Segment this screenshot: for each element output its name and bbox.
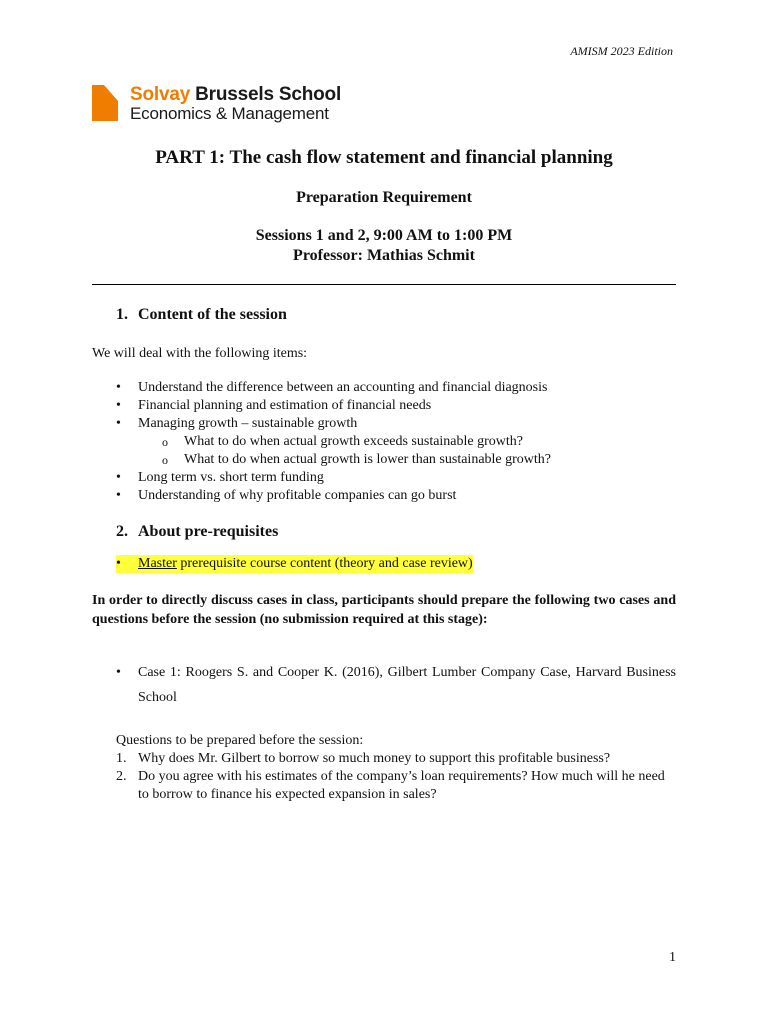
professor-name: Professor: Mathias Schmit (293, 247, 475, 264)
growth-sublist (138, 433, 551, 469)
list-item-text: Managing growth – sustainable growth (138, 416, 358, 431)
list-item: • Understand the difference between an accounting and financial diagnosis (116, 379, 551, 397)
header-divider (92, 284, 676, 285)
question-item (116, 768, 676, 804)
question-item (116, 750, 676, 768)
question-number: 1. (116, 751, 127, 766)
section-1-intro: We will deal with the following items: (92, 346, 308, 361)
list-item: • Long term vs. short term funding (116, 469, 551, 487)
section-1-number: 1. (116, 306, 128, 323)
list-item: • Financial planning and estimation of financial needs (116, 397, 551, 415)
case-1-item: • Case 1: Roogers S. and Cooper K. (2016), Gilbert Lumber Company Case, Harvard Business School (116, 660, 676, 710)
prereq-list (116, 555, 473, 573)
logo-word-brussels-school: Brussels School (195, 84, 342, 105)
prereq-master-word: Master (138, 556, 177, 571)
prereq-item-highlighted (116, 555, 473, 573)
list-item: • Understanding of why profitable companies can go burst (116, 487, 551, 505)
sub-list-item: o What to do when actual growth exceeds sustainable growth? (162, 433, 551, 451)
sessions-time: Sessions 1 and 2, 9:00 AM to 1:00 PM (255, 227, 513, 244)
prereq-item-text: prerequisite course content (theory and case review) (176, 556, 473, 571)
logo-subline: Economics & Management (130, 104, 329, 123)
question-text: Why does Mr. Gilbert to borrow so much money to support this profitable business? (138, 751, 611, 766)
logo-word-solvay: Solvay (130, 84, 191, 105)
page-subtitle: Preparation Requirement (296, 189, 472, 206)
section-1-title: Content of the session (138, 306, 287, 323)
questions-list (116, 750, 676, 804)
page-title: PART 1: The cash flow statement and financial planning (155, 147, 613, 168)
section-2-number: 2. (116, 523, 128, 540)
questions-heading: Questions to be prepared before the session: (116, 733, 364, 748)
section-2-title: About pre-requisites (138, 523, 279, 540)
section-1-heading (116, 306, 287, 324)
school-logo (92, 85, 341, 122)
section-2-heading (116, 523, 278, 541)
question-text: Do you agree with his estimates of the company’s loan requirements? How much will he need to borrow to finance his expected expansion in sales? (138, 769, 665, 802)
logo-mark-icon (92, 85, 126, 121)
question-number: 2. (116, 769, 127, 784)
content-list (116, 379, 551, 505)
list-item (116, 415, 551, 469)
sub-list-item: o What to do when actual growth is lower than sustainable growth? (162, 451, 551, 469)
instruction-paragraph: In order to directly discuss cases in class, participants should prepare the following two cases and questions before the session (no submission required at this stage): (92, 593, 676, 627)
session-info (0, 226, 768, 266)
page-number: 1 (669, 950, 676, 965)
edition-label: AMISM 2023 Edition (570, 44, 673, 58)
